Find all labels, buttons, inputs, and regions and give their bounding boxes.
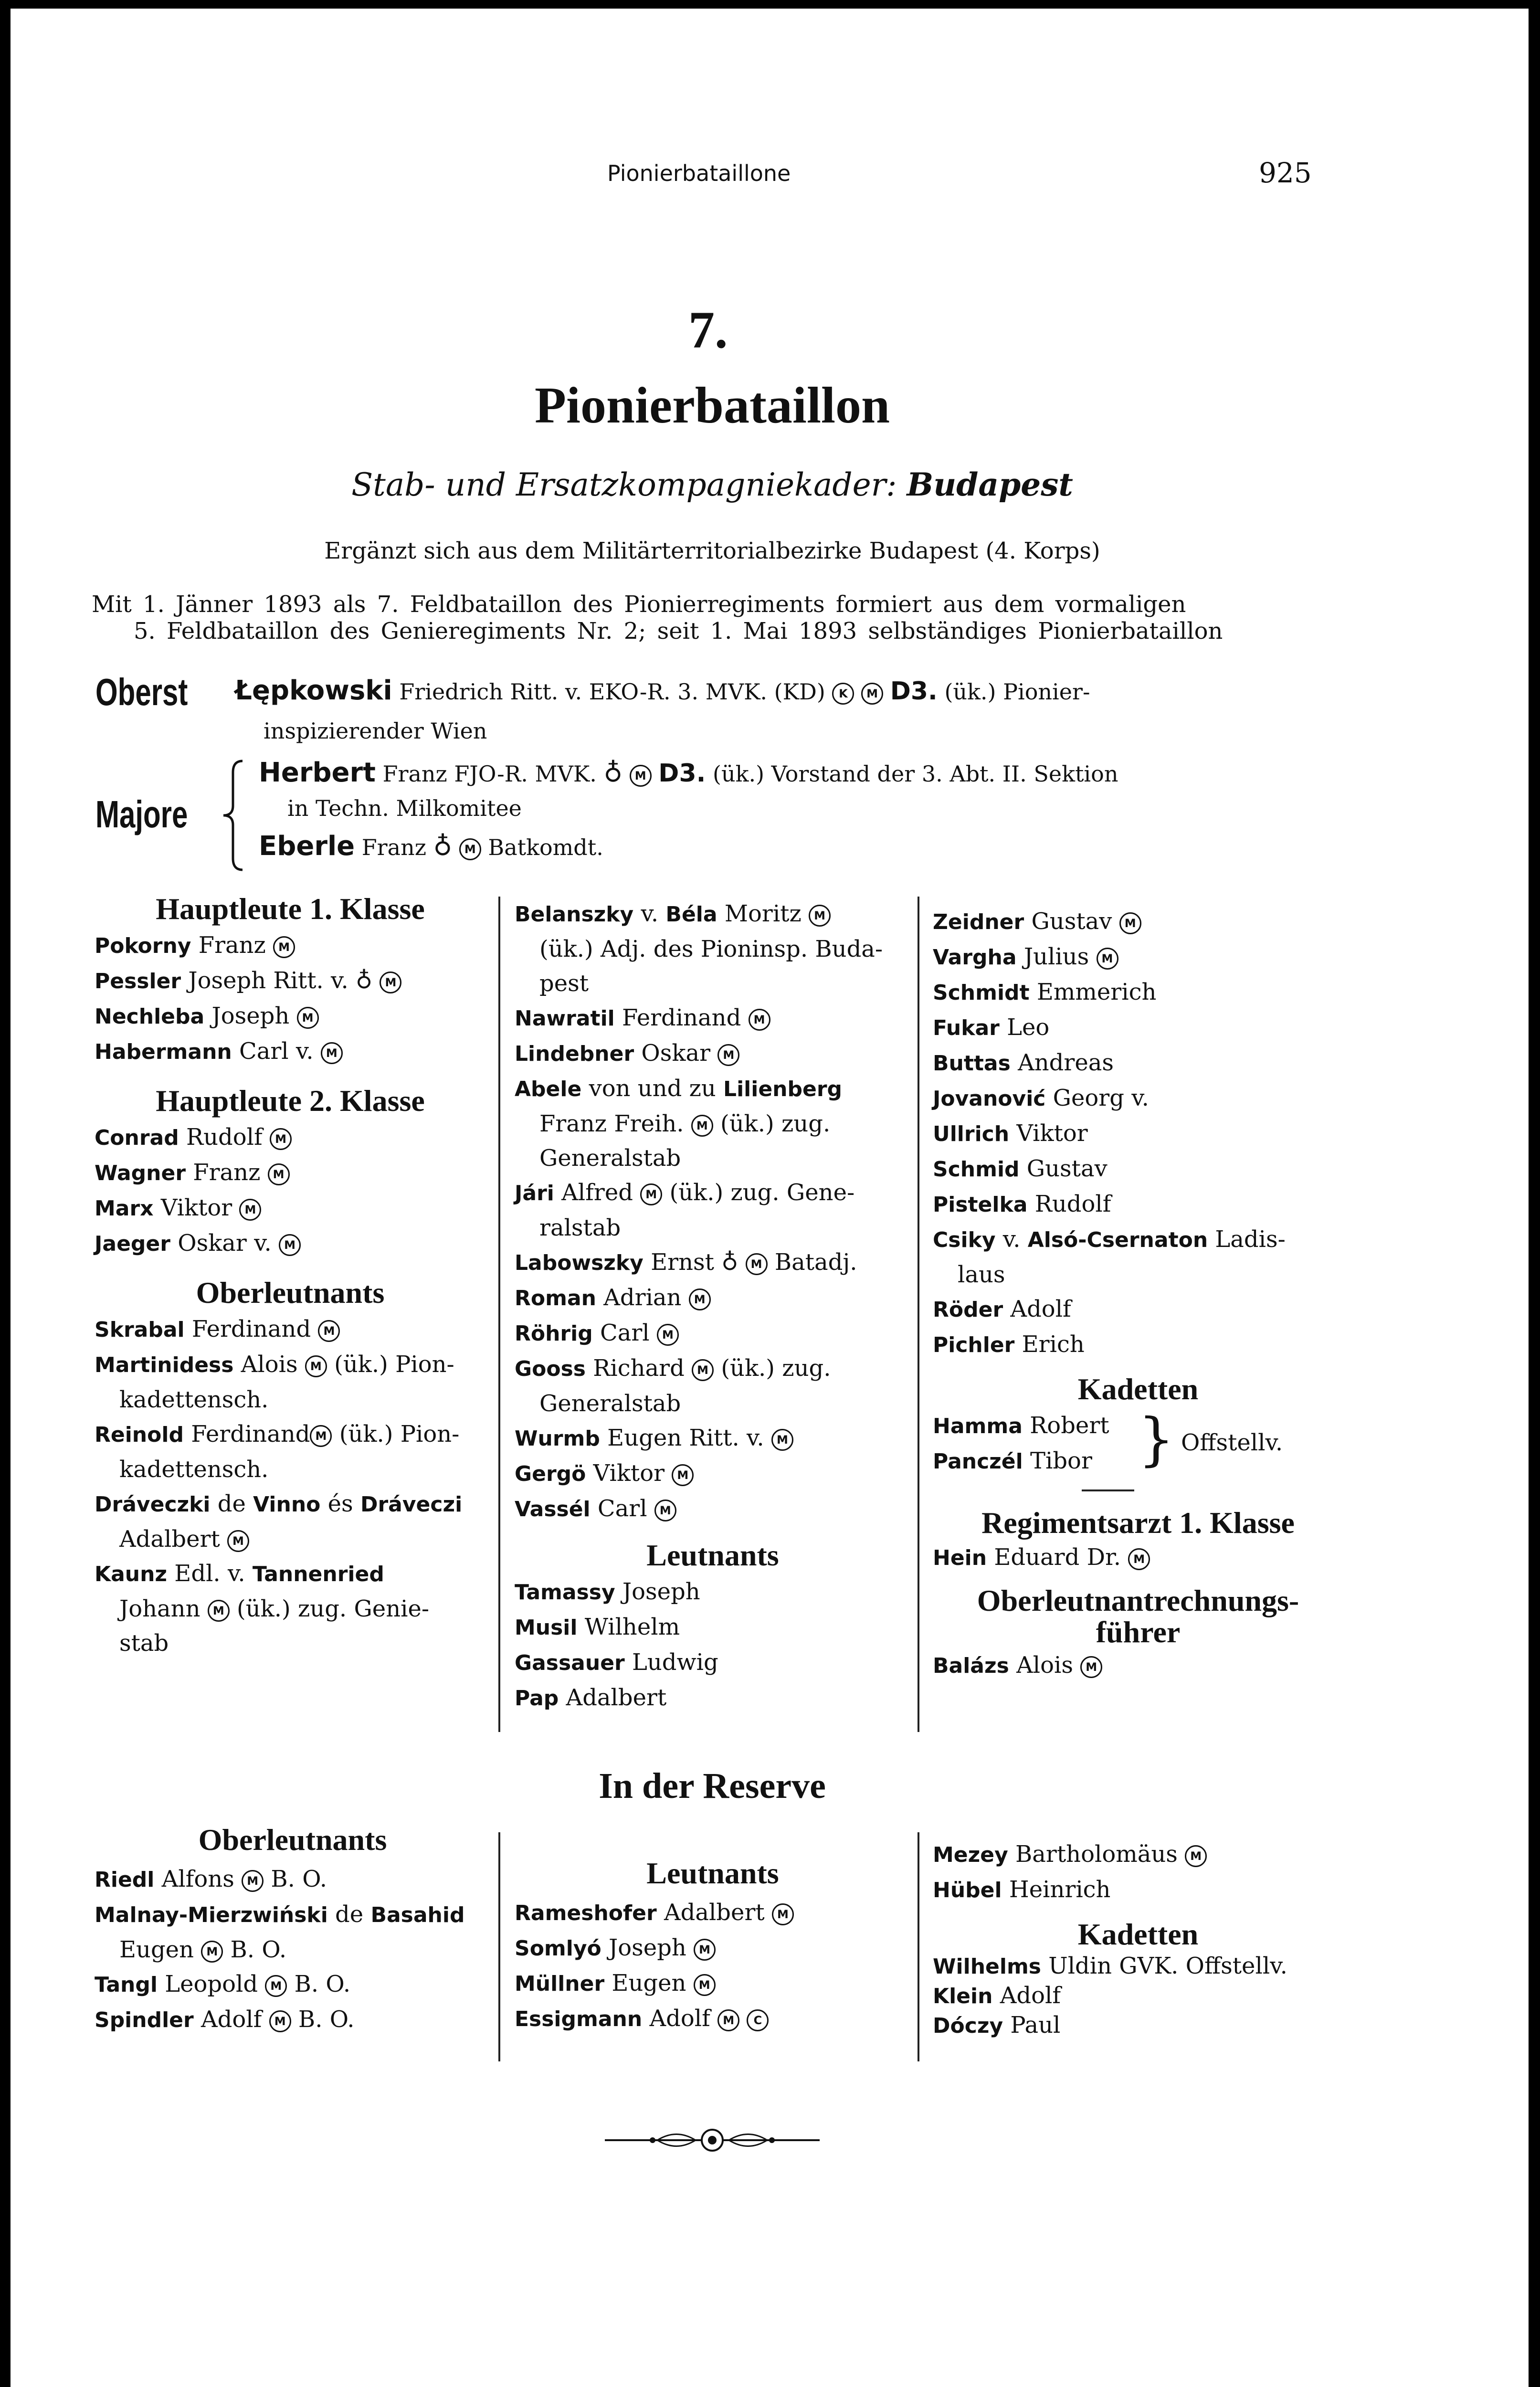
list-item: Jaeger Oskar v. M — [95, 1226, 486, 1261]
section-heading: Oberleutnants — [196, 1276, 385, 1310]
column-divider — [918, 897, 919, 1732]
supplement-line: Ergänzt sich aus dem Militärterritorialbezirke Budapest (4. Korps) — [324, 538, 1100, 564]
major-1-entry: Herbert Franz FJO-R. MVK. ♁ M D3. (ük.) Vorstand der 3. Abt. II. Sektion — [259, 757, 1118, 788]
list-item: Panczél Tibor — [933, 1447, 1092, 1474]
k-badge-icon: K — [832, 683, 854, 705]
list-item-cont: Johann M (ük.) zug. Genie- — [119, 1595, 430, 1622]
m-badge-icon: M — [1128, 1548, 1150, 1570]
list-item: Pistelka Rudolf — [933, 1191, 1111, 1217]
list-item: Schmidt Emmerich — [933, 979, 1157, 1005]
major-1-line-2: in Techn. Milkomitee — [287, 795, 522, 821]
section-heading: Kadetten — [1077, 1917, 1199, 1951]
list-item-cont: laus — [958, 1261, 1005, 1288]
document-page — [11, 9, 1529, 2387]
list-item: Röder Adolf — [933, 1296, 1071, 1322]
section-heading: Oberleutnants — [198, 1823, 387, 1857]
reserve-column-1 — [95, 1823, 491, 2038]
list-item: Belanszky v. Béla Moritz M — [515, 897, 911, 932]
reserve-column-2 — [515, 1856, 911, 2037]
list-item: Gassauer Ludwig — [515, 1649, 718, 1676]
list-item: Hübel Heinrich — [933, 1876, 1111, 1903]
m-badge-icon: M — [279, 1234, 301, 1256]
column-3 — [933, 904, 1343, 1683]
page-subtitle — [11, 466, 1414, 503]
list-item: Abele von und zu Lilienberg — [515, 1075, 843, 1102]
m-badge-icon: M — [239, 1199, 261, 1221]
list-item: Rameshofer Adalbert M — [515, 1895, 911, 1931]
kadetten-note: Offstellv. — [1181, 1429, 1283, 1456]
history-line-2: 5. Feldbataillon des Genieregiments Nr. 2; seit 1. Mai 1893 selbständiges Pionierbataillon — [134, 618, 1223, 644]
list-item: Fukar Leo — [933, 1014, 1050, 1041]
list-item-cont: Eugen M B. O. — [119, 1936, 287, 1963]
ornament-icon — [605, 2123, 820, 2157]
m-badge-icon: M — [657, 1324, 679, 1346]
list-item: Wilhelms Uldin GVK. Offstellv. — [933, 1953, 1287, 1979]
list-item: Conrad Rudolf M — [95, 1120, 486, 1155]
list-item: Malnay-Mierzwiński de Basahid — [95, 1901, 465, 1928]
m-badge-icon: M — [459, 838, 481, 860]
list-item: Gergö Viktor M — [515, 1456, 911, 1491]
list-item: Csiky v. Alsó-Csernaton Ladis- — [933, 1226, 1286, 1253]
column-divider — [498, 1832, 500, 2061]
section-heading: Hauptleute 2. Klasse — [156, 1084, 425, 1118]
list-item: Nawratil Ferdinand M — [515, 1001, 911, 1036]
m-badge-icon: M — [1097, 948, 1118, 970]
list-item: Roman Adrian M — [515, 1280, 911, 1316]
c-badge-icon: C — [747, 2009, 769, 2031]
m-badge-icon: M — [321, 1042, 343, 1064]
list-item: Musil Wilhelm — [515, 1614, 680, 1640]
list-item: Martinidess Alois M (ük.) Pion- — [95, 1351, 454, 1378]
list-item: Pichler Erich — [933, 1331, 1085, 1358]
m-badge-icon: M — [273, 936, 295, 958]
m-badge-icon: M — [310, 1425, 332, 1447]
m-badge-icon: M — [692, 1359, 714, 1381]
subtitle-place: Budapest — [907, 466, 1073, 503]
m-badge-icon: M — [318, 1320, 340, 1342]
kadetten-group — [933, 1408, 1343, 1479]
column-divider — [918, 1832, 919, 2061]
page-title: Pionierbataillon — [534, 377, 890, 434]
reserve-heading: In der Reserve — [599, 1766, 826, 1806]
list-item: Hein Eduard Dr. M — [933, 1540, 1343, 1575]
page-number: 925 — [1259, 157, 1312, 189]
list-item: Zeidner Gustav M — [933, 904, 1343, 940]
m-badge-icon: M — [861, 683, 883, 705]
column-2 — [515, 897, 911, 1716]
oberst-name: Łępkowski — [235, 675, 392, 706]
list-item: Riedl Alfons M B. O. — [95, 1866, 327, 1892]
list-item: Klein Adolf — [933, 1982, 1061, 2009]
m-badge-icon: M — [269, 2010, 291, 2032]
list-item: Müllner Eugen M — [515, 1966, 911, 2001]
list-item-cont: pest — [539, 970, 589, 997]
list-item: Nechleba Joseph M — [95, 999, 486, 1034]
m-badge-icon: M — [242, 1870, 264, 1892]
m-badge-icon: M — [265, 1975, 287, 1997]
list-item: Ullrich Viktor — [933, 1120, 1088, 1147]
list-item: Dráveczki de Vinno és Dráveczi — [95, 1490, 463, 1517]
list-item: Essigmann Adolf M C — [515, 2001, 911, 2037]
list-item: Pap Adalbert — [515, 1684, 667, 1711]
section-heading: Hauptleute 1. Klasse — [156, 892, 425, 926]
list-item: Habermann Carl v. M — [95, 1034, 486, 1069]
list-item: Skrabal Ferdinand M — [95, 1312, 486, 1347]
m-badge-icon: M — [772, 1903, 794, 1925]
cross-icon: ♁ — [433, 831, 453, 861]
list-item-cont: stab — [119, 1630, 169, 1657]
list-item: Marx Viktor M — [95, 1191, 486, 1226]
section-heading: Kadetten — [1077, 1372, 1199, 1406]
list-item: Vassél Carl M — [515, 1491, 911, 1527]
list-item: Spindler Adolf M B. O. — [95, 2006, 355, 2033]
list-item: Pessler Joseph Ritt. v. ♁ M — [95, 963, 486, 999]
m-badge-icon: M — [208, 1600, 230, 1622]
major-2-entry: Eberle Franz ♁ M Batkomdt. — [259, 831, 603, 862]
m-badge-icon: M — [640, 1183, 662, 1205]
m-badge-icon: M — [270, 1128, 292, 1150]
list-item-cont: kadettensch. — [119, 1386, 269, 1413]
m-badge-icon: M — [305, 1355, 327, 1377]
m-badge-icon: M — [1080, 1656, 1102, 1678]
list-item-cont: (ük.) Adj. des Pioninsp. Buda- — [539, 936, 883, 962]
m-badge-icon: M — [654, 1500, 676, 1521]
oberst-entry: Łępkowski Friedrich Ritt. v. EKO-R. 3. MVK. (KD) K M D3. (ük.) Pionier- — [235, 675, 1090, 706]
list-item: Gooss Richard M (ük.) zug. — [515, 1355, 831, 1382]
m-badge-icon: M — [1185, 1845, 1207, 1867]
running-title: Pionierbataillone — [607, 160, 791, 186]
list-item-cont: Generalstab — [539, 1145, 681, 1172]
list-item: Labowszky Ernst ♁ M Batadj. — [515, 1249, 857, 1276]
column-divider — [498, 897, 500, 1732]
section-heading: Leutnants — [646, 1538, 779, 1572]
m-badge-icon: M — [749, 1009, 770, 1031]
m-badge-icon: M — [227, 1530, 249, 1552]
m-badge-icon: M — [717, 2009, 739, 2031]
list-item: Jári Alfred M (ük.) zug. Gene- — [515, 1179, 855, 1206]
divider — [1082, 1489, 1134, 1491]
major-2-name: Eberle — [259, 831, 355, 862]
major-1-name: Herbert — [259, 757, 376, 788]
list-item: Tamassy Joseph — [515, 1578, 700, 1605]
section-heading: Regimentsarzt 1. Klasse — [981, 1506, 1295, 1540]
list-item: Somlyó Joseph M — [515, 1931, 911, 1966]
oberst-line-2: inspizierender Wien — [264, 718, 487, 744]
list-item: Röhrig Carl M — [515, 1316, 911, 1351]
m-badge-icon: M — [694, 1939, 716, 1961]
column-1 — [95, 892, 486, 1660]
list-item: Schmid Gustav — [933, 1155, 1108, 1182]
list-item: Hamma Robert — [933, 1412, 1109, 1439]
list-item-cont: Adalbert M — [95, 1522, 486, 1556]
subtitle-prefix: Stab- und Ersatzkompagniekader: — [351, 466, 897, 503]
m-badge-icon: M — [746, 1253, 768, 1275]
majore-brace-icon — [219, 758, 247, 873]
m-badge-icon: M — [672, 1464, 694, 1486]
m-badge-icon: M — [1119, 912, 1141, 934]
list-item: Wurmb Eugen Ritt. v. M — [515, 1421, 911, 1456]
brace-icon: } — [1138, 1406, 1175, 1473]
m-badge-icon: M — [809, 905, 831, 927]
m-badge-icon: M — [689, 1289, 711, 1310]
reserve-column-3 — [933, 1837, 1343, 2040]
majore-rank: Majore — [95, 793, 188, 835]
list-item: Lindebner Oskar M — [515, 1036, 911, 1071]
list-item: Vargha Julius M — [933, 940, 1343, 975]
list-item: Mezey Bartholomäus M — [933, 1837, 1343, 1872]
oberst-rank: Oberst — [95, 671, 188, 713]
m-badge-icon: M — [268, 1163, 290, 1185]
history-line-1: Mit 1. Jänner 1893 als 7. Feldbataillon des Pionierregiments formiert aus dem vormaligen — [92, 591, 1186, 618]
m-badge-icon: M — [201, 1941, 223, 1963]
section-heading: Oberleutnantrechnungs- — [977, 1584, 1299, 1617]
m-badge-icon: M — [717, 1044, 739, 1066]
m-badge-icon: M — [694, 1974, 716, 1996]
cross-icon: ♁ — [355, 967, 373, 994]
list-item: Balázs Alois M — [933, 1648, 1343, 1683]
section-heading: Leutnants — [646, 1856, 779, 1890]
section-heading: führer — [1096, 1615, 1181, 1649]
list-item-cont: Generalstab — [539, 1390, 681, 1417]
list-item-cont: ralstab — [539, 1215, 621, 1241]
list-item: Pokorny Franz M — [95, 928, 486, 963]
list-item: Kaunz Edl. v. Tannenried — [95, 1560, 384, 1587]
m-badge-icon: M — [380, 972, 401, 993]
list-item-cont: kadettensch. — [119, 1456, 269, 1483]
m-badge-icon: M — [297, 1007, 319, 1029]
cross-icon: ♁ — [721, 1249, 738, 1276]
cross-icon: ♁ — [603, 758, 623, 788]
section-number: 7. — [688, 301, 728, 359]
list-item: Dóczy Paul — [933, 2012, 1061, 2038]
m-badge-icon: M — [691, 1115, 713, 1137]
list-item: Tangl Leopold M B. O. — [95, 1971, 351, 1997]
list-item: Reinold Ferdinand M (ük.) Pion- — [95, 1421, 460, 1447]
list-item: Wagner Franz M — [95, 1155, 486, 1191]
list-item: Jovanović Georg v. — [933, 1085, 1149, 1111]
list-item-cont: Franz Freih. M (ük.) zug. — [539, 1110, 831, 1137]
m-badge-icon: M — [771, 1429, 793, 1451]
m-badge-icon: M — [630, 765, 652, 787]
list-item: Buttas Andreas — [933, 1049, 1114, 1076]
